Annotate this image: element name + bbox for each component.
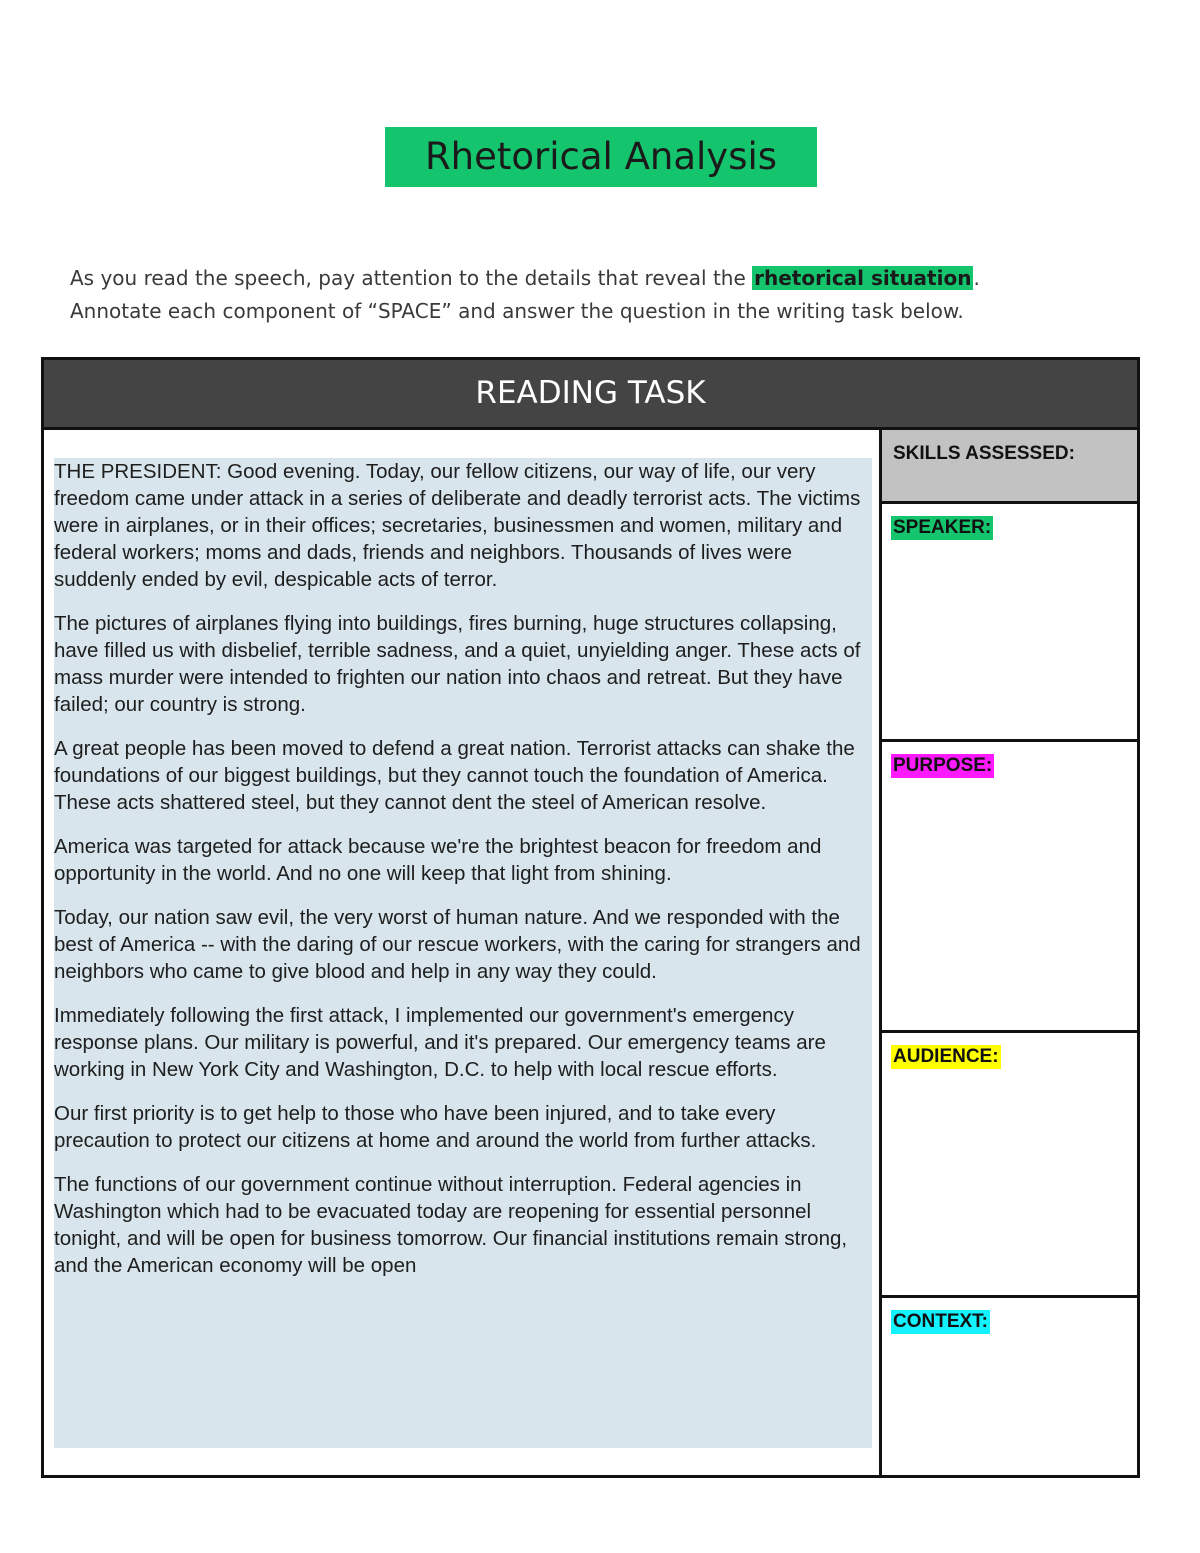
speaker-label: SPEAKER:	[893, 517, 992, 538]
speech-text	[54, 458, 872, 1448]
audience-cell[interactable]	[882, 1033, 1137, 1298]
speech-paragraph: Today, our nation saw evil, the very worst of human nature. And we responded with the best of America -- with the daring of our rescue workers, with the caring for strangers and neighbors who came to give blood and help in any way they could.	[54, 906, 861, 983]
instructions-period: .	[973, 266, 980, 290]
purpose-cell[interactable]	[882, 742, 1137, 1033]
audience-label: AUDIENCE:	[893, 1046, 999, 1067]
instructions-line-2: Annotate each component of “SPACE” and answer the question in the writing task below.	[70, 299, 964, 323]
speech-paragraph: The functions of our government continue without interruption. Federal agencies in Washington which had to be evacuated today are reopening for essential personnel tonight, and will be open for business tomorrow. Our financial institutions remain strong, and the American economy will be open	[54, 1173, 848, 1277]
speaker-cell[interactable]	[882, 504, 1137, 742]
speech-paragraph: Immediately following the first attack, I implemented our government's emergency response plans. Our military is powerful, and it's prepared. Our emergency teams are working in New York City and Washington, D.C. to help with local rescue efforts.	[54, 1004, 826, 1081]
speech-paragraph: America was targeted for attack because we're the brightest beacon for freedom and opportunity in the world. And no one will keep that light from shining.	[54, 835, 822, 885]
reading-task-header: READING TASK	[44, 360, 1137, 430]
speech-column	[44, 430, 882, 1475]
page-title: Rhetorical Analysis	[385, 127, 817, 187]
skills-column	[882, 430, 1137, 1475]
context-cell[interactable]	[882, 1298, 1137, 1475]
skills-assessed-label: SKILLS ASSESSED:	[893, 443, 1075, 464]
speech-paragraph: THE PRESIDENT: Good evening. Today, our fellow citizens, our way of life, our very freedom came under attack in a series of deliberate and deadly terrorist acts. The victims were in airplanes, or in their offices; secretaries, businessmen and women, military and federal workers; moms and dads, friends and neighbors. Thousands of lives were suddenly ended by evil, despicable acts of terror.	[54, 460, 861, 591]
purpose-label: PURPOSE:	[893, 755, 993, 776]
instructions-line-1	[70, 262, 1150, 295]
rhetorical-situation-highlight: rhetorical situation	[754, 266, 972, 290]
speech-paragraph: Our first priority is to get help to those who have been injured, and to take every precaution to protect our citizens at home and around the world from further attacks.	[54, 1102, 817, 1152]
instructions	[70, 262, 1150, 328]
instructions-text: As you read the speech, pay attention to the details that reveal the	[70, 266, 753, 290]
context-label: CONTEXT:	[893, 1311, 988, 1332]
speech-paragraph: The pictures of airplanes flying into buildings, fires burning, huge structures collapsing, have filled us with disbelief, terrible sadness, and a quiet, unyielding anger. These acts of mass murder were intended to frighten our nation into chaos and retreat. But they have failed; our country is strong.	[54, 612, 861, 716]
skills-assessed-cell	[882, 430, 1137, 504]
speech-paragraph: A great people has been moved to defend a great nation. Terrorist attacks can shake the foundations of our biggest buildings, but they cannot touch the foundation of America. These acts shattered steel, but they cannot dent the steel of American resolve.	[54, 737, 855, 814]
reading-task-table	[41, 357, 1140, 1478]
